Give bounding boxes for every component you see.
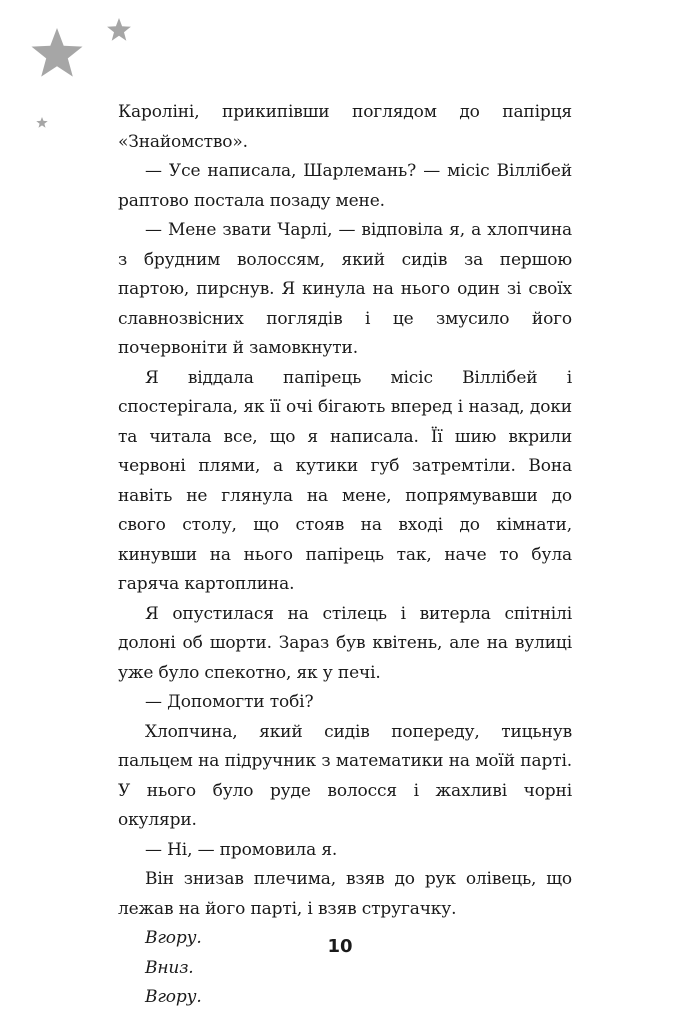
paragraph-italic: Вниз. (145, 957, 194, 978)
page-number: 10 (327, 936, 353, 957)
paragraph: — Ні, — промовила я. (145, 839, 338, 860)
paragraph: Я віддала папірець місіс Віллібей і спостерігала, як її очі бігають вперед і назад, доки та читала все, що я написала. Її шию вкрили червоні плями, а кутики губ затремтіли. Вона навіть не глянула на мене, попрямувавши до свого столу, що стояв на вході до кімнати, кинувши на нього папірець так, наче то була гаряча картоплина. (118, 367, 572, 594)
paragraph: Хлопчина, який сидів попереду, тицьнув пальцем на підручник з математики на моїй парті. У нього було руде волосся і жахливі чорні окуляри. (118, 721, 572, 830)
paragraph-italic: Вгору. (145, 987, 202, 1007)
paragraph-italic: Вгору. (145, 928, 202, 948)
star-icon (107, 18, 131, 41)
paragraph: Кароліні, прикипівши поглядом до папірця «Знайомство». (118, 102, 572, 152)
paragraph: Він знизав плечима, взяв до рук олівець, що лежав на його парті, і взяв стругачку. (118, 869, 572, 919)
body-text (118, 98, 572, 1013)
paragraph: — Усе написала, Шарлемань? — місіс Віллібей раптово постала позаду мене. (118, 161, 572, 211)
star-icon (36, 117, 47, 128)
paragraph: — Допомогти тобі? (145, 692, 314, 712)
paragraph: — Мене звати Чарлі, — відповіла я, а хлопчина з брудним волоссям, який сидів за першою партою, пирснув. Я кинула на нього один зі своїх славнозвісних поглядів і це змусило його почервоніти й замовкнути. (118, 220, 572, 358)
paragraph: Я опустилася на стілець і витерла спітнілі долоні об шорти. Зараз був квітень, але на вулиці уже було спекотно, як у печі. (118, 603, 572, 683)
star-icon (32, 28, 83, 77)
